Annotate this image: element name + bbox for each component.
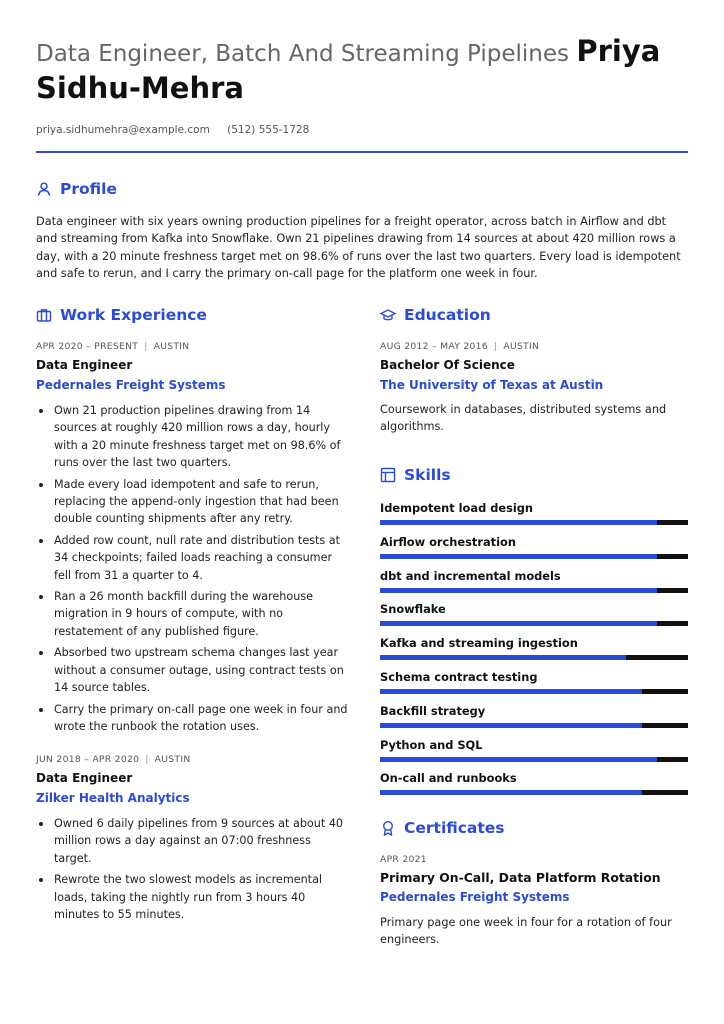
skills-list [380,500,688,804]
phone-text[interactable]: (512) 555-1728 [227,124,310,136]
skill-level-bar [380,554,688,559]
list-item: Made every load idempotent and safe to rerun, replacing the append-only ingestion that had been double counting shipments after any retry. [36,476,348,528]
person-icon [36,181,52,197]
job-2-bullets [36,815,348,927]
skill-item [380,500,688,534]
job-2-dates: JUN 2018 – APR 2020 [36,754,140,765]
meta-separator: | [145,754,149,765]
job-2-title: Data Engineer [36,771,133,785]
grid-icon [380,467,396,483]
list-item: Ran a 26 month backfill during the warehouse migration in 9 hours of compute, with no restatement of any published figure. [36,588,348,640]
education-description: Coursework in databases, distributed systems and algorithms. [380,403,667,434]
graduation-cap-icon [380,307,396,323]
briefcase-icon [36,307,52,323]
profile-summary: Data engineer with six years owning production pipelines for a freight operator, across batch in Airflow and dbt and streaming from Kafka into Snowflake. Own 21 pipelines drawing from 14 sources at about 420 million rows a day, with a 20 minute freshness target met on 98.6% of runs over the last two quarters. Every load is idempotent and safe to rerun, and I carry the primary on-call page for the platform one week in four. [36,215,681,281]
job-2-location: AUSTIN [154,754,191,765]
skill-item [380,568,688,602]
profile-heading-text: Profile [60,180,117,198]
list-item: Owned 6 daily pipelines from 9 sources at about 40 million rows a day against an 07:00 freshness target. [36,815,348,867]
job-2-meta [36,754,191,765]
meta-separator: | [493,341,498,352]
list-item: Carry the primary on-call page one week in four and wrote the runbook the rotation uses. [36,701,348,736]
skill-item [380,534,688,568]
job-1-meta [36,341,189,352]
education-location: AUSTIN [503,341,540,352]
skill-level-bar [380,689,688,694]
skill-item [380,703,688,737]
certificate-org: Pedernales Freight Systems [380,890,570,904]
name-first: Priya [576,34,661,68]
name-last: Sidhu-Mehra [36,71,244,105]
skill-level-fill [380,520,657,525]
skill-level-fill [380,621,657,626]
job-1-bullets [36,402,348,739]
skill-level-bar [380,723,688,728]
job-1-title: Data Engineer [36,358,133,372]
header-divider [36,151,688,153]
job-2-org: Zilker Health Analytics [36,791,190,805]
certificates-heading-text: Certificates [404,819,505,837]
school-name: The University of Texas at Austin [380,378,604,392]
skill-level-fill [380,757,657,762]
role-title: Data Engineer, Batch And Streaming Pipelines [36,41,570,67]
skill-item [380,635,688,669]
experience-heading-text: Work Experience [60,306,207,324]
title-line [36,36,688,70]
certificate-description: Primary page one week in four for a rotation of four engineers. [380,916,672,947]
skill-level-bar [380,757,688,762]
award-ribbon-icon [380,820,396,836]
meta-separator: | [144,341,148,352]
education-heading [380,306,491,324]
experience-heading [36,306,207,324]
list-item: Rewrote the two slowest models as incremental loads, taking the nightly run from 3 hours 40 minutes to 55 minutes. [36,871,348,923]
skills-heading-text: Skills [404,466,451,484]
job-1-org: Pedernales Freight Systems [36,378,226,392]
list-item: Absorbed two upstream schema changes last year without a consumer outage, using contract tests on 14 source tables. [36,644,348,696]
skill-label: Backfill strategy [380,703,486,718]
skill-level-bar [380,655,688,660]
skill-level-fill [380,588,657,593]
skill-item [380,737,688,771]
list-item: Own 21 production pipelines drawing from 14 sources at roughly 420 million rows a day, hourly with a 20 minute freshness target met on 98.6% of runs over the last two quarters. [36,402,348,472]
skill-item [380,770,688,804]
skill-level-fill [380,689,642,694]
education-dates: AUG 2012 – MAY 2016 [380,341,488,352]
education-heading-text: Education [404,306,491,324]
skill-level-bar [380,790,688,795]
skill-item [380,669,688,703]
skill-level-bar [380,621,688,626]
skill-label: dbt and incremental models [380,568,561,583]
certificate-date: APR 2021 [380,854,427,865]
skills-heading [380,466,451,484]
list-item: Added row count, null rate and distribution tests at 34 checkpoints; failed loads reaching a consumer fell from 31 a quarter to 4. [36,532,348,584]
profile-heading [36,180,117,198]
skill-level-fill [380,790,642,795]
certificate-title: Primary On-Call, Data Platform Rotation [380,870,661,885]
skill-label: Airflow orchestration [380,534,516,549]
skill-label: Kafka and streaming ingestion [380,636,578,651]
resume-header [36,36,688,106]
email-text[interactable]: priya.sidhumehra@example.com [36,124,210,136]
education-meta [380,341,539,352]
certificates-heading [380,819,505,837]
skill-level-bar [380,520,688,525]
skill-level-bar [380,588,688,593]
skill-label: Snowflake [380,602,446,617]
degree-title: Bachelor Of Science [380,358,515,372]
skill-label: On-call and runbooks [380,771,517,786]
skill-item [380,601,688,635]
skill-level-fill [380,655,626,660]
job-1-location: AUSTIN [153,341,190,352]
job-1-dates: APR 2020 – PRESENT [36,341,139,352]
contact-line [36,124,323,136]
skill-label: Schema contract testing [380,669,538,684]
skill-level-fill [380,554,657,559]
skill-label: Python and SQL [380,737,483,752]
skill-level-fill [380,723,642,728]
skill-label: Idempotent load design [380,501,534,515]
